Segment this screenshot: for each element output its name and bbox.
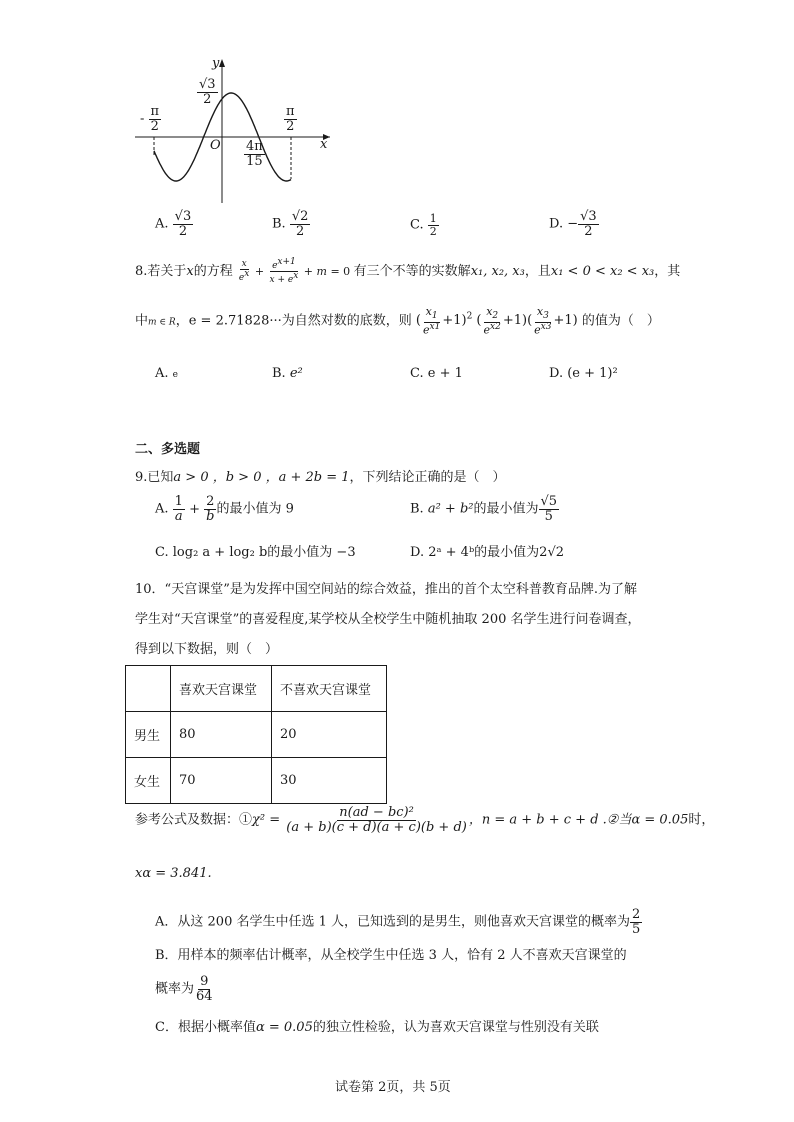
section-title: 二、多选题 (135, 442, 201, 457)
q9-c-label: C. (155, 545, 169, 560)
graph-origin: O (210, 138, 221, 153)
q9-stem (135, 466, 506, 485)
chi-symbol: χ² = (252, 812, 281, 828)
q10-option-b-line2[interactable] (155, 975, 215, 1003)
table-row (126, 758, 387, 804)
survey-table (125, 665, 387, 804)
q8-c-val: e + 1 (427, 366, 463, 381)
q9-a-label: A. (155, 501, 169, 517)
q8-line2c: 为自然对数的底数，则 (281, 313, 412, 329)
graph-y-label: y (212, 56, 220, 71)
q7-b-den: 2 (295, 223, 305, 239)
table-row (126, 712, 387, 758)
table-cell: 70 (171, 758, 272, 804)
q9-b-label: B. (410, 501, 424, 517)
q9-d-label: D. (410, 545, 425, 560)
q8-stem-line2 (135, 306, 660, 336)
q8-option-b[interactable] (272, 366, 303, 381)
formula-den: (a + b)(c + d)(a + c)(b + d) (286, 819, 467, 835)
q10-line3: 得到以下数据，则（ ） (135, 642, 279, 657)
q7-d-sign: − (567, 216, 579, 232)
formula-num: n(ad − bc)² (339, 805, 414, 820)
q7-c-label: C. (410, 217, 424, 233)
q8-d-label: D. (549, 366, 564, 381)
q7-d-num: √3 (580, 209, 597, 224)
q7-b-label: B. (272, 216, 286, 232)
q9-c-expr: log₂ a + log₂ b (172, 545, 268, 560)
q9-a-text: 的最小值为 9 (216, 501, 294, 517)
q7-a-label: A. (155, 216, 169, 232)
q9-cond: a > 0 ，b > 0 ，a + 2b = 1 (173, 470, 350, 485)
peak-den: 2 (203, 91, 212, 107)
q7-option-d[interactable] (549, 210, 599, 238)
q9-text2: ，下列结论正确的是（ ） (349, 470, 506, 485)
q8-option-d[interactable] (549, 366, 618, 381)
q8-text1: 若关于 (147, 263, 187, 279)
graph-peak-label (197, 78, 218, 106)
q8-b-label: B. (272, 366, 286, 381)
q10-c-text2: 的独立性检验，认为喜欢天宫课堂与性别没有关联 (312, 1020, 599, 1035)
page-footer: 试卷第 2页，共 5页 (335, 1080, 451, 1095)
x-alpha-value: xα = 3.841. (135, 866, 212, 881)
alpha-val: α = 0.05 (631, 812, 689, 828)
q10-a-num: 2 (632, 907, 641, 922)
n-def: ，n = a + b + c + d .②当 (468, 812, 632, 828)
q10-b-num: 9 (200, 974, 209, 989)
q8-text5: ，其 (654, 263, 681, 279)
table-header-cell: 不喜欢天宫课堂 (272, 666, 387, 712)
root-den: 15 (246, 153, 263, 169)
graph-right-label (284, 105, 297, 133)
table-header-row (126, 666, 387, 712)
q8-equation: $\frac{x}{e^x}$ + $\frac{e^{x+1}}{x + e^x}$ + m = 0 (238, 257, 354, 286)
q7-option-a[interactable] (155, 210, 193, 238)
q8-text4: ，且 (524, 263, 551, 279)
q8-number: 8. (135, 263, 148, 279)
left-sign: - (140, 111, 145, 127)
q7-d-label: D. (549, 216, 564, 232)
q8-option-a[interactable] (155, 366, 178, 381)
peak-num: √3 (199, 77, 216, 92)
q10-option-c[interactable] (155, 1016, 599, 1035)
q8-var-x: x (186, 263, 194, 279)
table-cell: 30 (272, 758, 387, 804)
q8-a-label: A. (155, 366, 169, 381)
q8-stem-line1 (135, 258, 680, 286)
q8-text3: 有三个不等的实数解 (353, 263, 471, 279)
q8-c-label: C. (410, 366, 424, 381)
q9-c-text: 的最小值为 −3 (267, 545, 356, 560)
table-cell: 80 (171, 712, 272, 758)
q10-line1: 10．“天宫课堂”是为发挥中国空间站的综合效益，推出的首个太空科普教育品牌.为了解 (135, 582, 637, 597)
q9-b-text: 的最小值为 (473, 501, 539, 517)
q9-d-val: 2√2 (539, 545, 564, 560)
q8-m-in-r: m ∈ R (148, 317, 176, 328)
q9-b-den: 5 (544, 508, 553, 524)
q10-b-den: 64 (196, 988, 213, 1004)
q8-line2d: 的值为（ ） (581, 313, 660, 329)
q7-a-num: √3 (174, 209, 192, 224)
right-num: π (286, 104, 295, 119)
graph-root-label (244, 140, 265, 168)
ref-label: 参考公式及数据：① (135, 812, 253, 828)
q7-option-c[interactable] (410, 213, 439, 237)
q9-b-expr: a² + b² (427, 501, 474, 517)
left-num: π (150, 104, 160, 119)
q7-b-num: √2 (291, 209, 309, 224)
table-header-cell (126, 666, 171, 712)
q10-a-den: 5 (632, 921, 641, 937)
q10-a-text: A．从这 200 名学生中任选 1 人，已知选到的是男生，则他喜欢天宫课堂的概率为 (155, 914, 631, 930)
q9-d-text: 的最小值为 (474, 545, 540, 560)
q7-d-den: 2 (584, 223, 593, 239)
q8-ineq: x₁ < 0 < x₂ < x₃ (550, 263, 655, 279)
left-den: 2 (150, 118, 159, 134)
ref-end: 时， (688, 812, 715, 828)
q9-option-b[interactable] (410, 495, 559, 523)
q10-reference-formula (135, 806, 714, 834)
q9-a-expr: $\frac{1}{a}$ + $\frac{2}{b}$ (174, 494, 215, 524)
q9-number: 9. (135, 470, 148, 485)
q10-b-text2: 概率为 (155, 981, 195, 997)
q9-option-d[interactable] (410, 541, 564, 560)
graph-x-label: x (320, 137, 328, 152)
q10-line2: 学生对“天宫课堂”的喜爱程度,某学校从全校学生中随机抽取 200 名学生进行问卷调查， (135, 612, 641, 627)
q8-d-val: (e + 1)² (567, 366, 618, 381)
q9-d-expr: 2ᵃ + 4ᵇ (428, 545, 475, 560)
q8-roots: x₁, x₂, x₃ (470, 263, 525, 279)
q9-option-c[interactable] (155, 541, 356, 560)
q7-a-den: 2 (178, 223, 188, 239)
q8-a-val: e (172, 370, 178, 380)
q8-line2a: 中 (135, 313, 149, 329)
q9-option-a[interactable] (155, 495, 294, 523)
q10-c-text1: C．根据小概率值 (155, 1020, 256, 1035)
sine-graph (130, 55, 340, 205)
q10-option-a[interactable] (155, 908, 642, 936)
q7-c-den: 2 (429, 224, 437, 238)
q9-text1: 已知 (147, 470, 174, 485)
q8-product-expression: ( $\frac{x_1}{e^{x1}}$ +1)$^2$ ( $\frac{x_2}{e^{x2}}$ +1)( $\frac{x_3}{e^{x3}}$ +1) (415, 305, 582, 337)
q8-line2b: ， (175, 313, 189, 329)
table-cell: 20 (272, 712, 387, 758)
q9-b-num: √5 (540, 494, 558, 509)
table-header-cell: 喜欢天宫课堂 (171, 666, 272, 712)
right-den: 2 (286, 118, 295, 134)
x-axis (135, 134, 330, 140)
q7-c-num: 1 (429, 212, 437, 225)
table-cell: 男生 (126, 712, 171, 758)
y-axis (219, 59, 225, 203)
q8-option-c[interactable] (410, 366, 463, 381)
root-num: 4π (246, 139, 263, 154)
table-cell: 女生 (126, 758, 171, 804)
q8-text2: 的方程 (193, 263, 233, 279)
q8-b-val: e² (289, 366, 303, 381)
graph-left-label (140, 105, 161, 133)
q10-c-alpha: α = 0.05 (255, 1020, 313, 1035)
q10-option-b-line1[interactable]: B．用样本的频率估计概率，从全校学生中任选 3 人，恰有 2 人不喜欢天宫课堂的 (155, 948, 627, 963)
q7-option-b[interactable] (272, 210, 310, 238)
q8-e-value: e = 2.71828··· (188, 313, 282, 329)
